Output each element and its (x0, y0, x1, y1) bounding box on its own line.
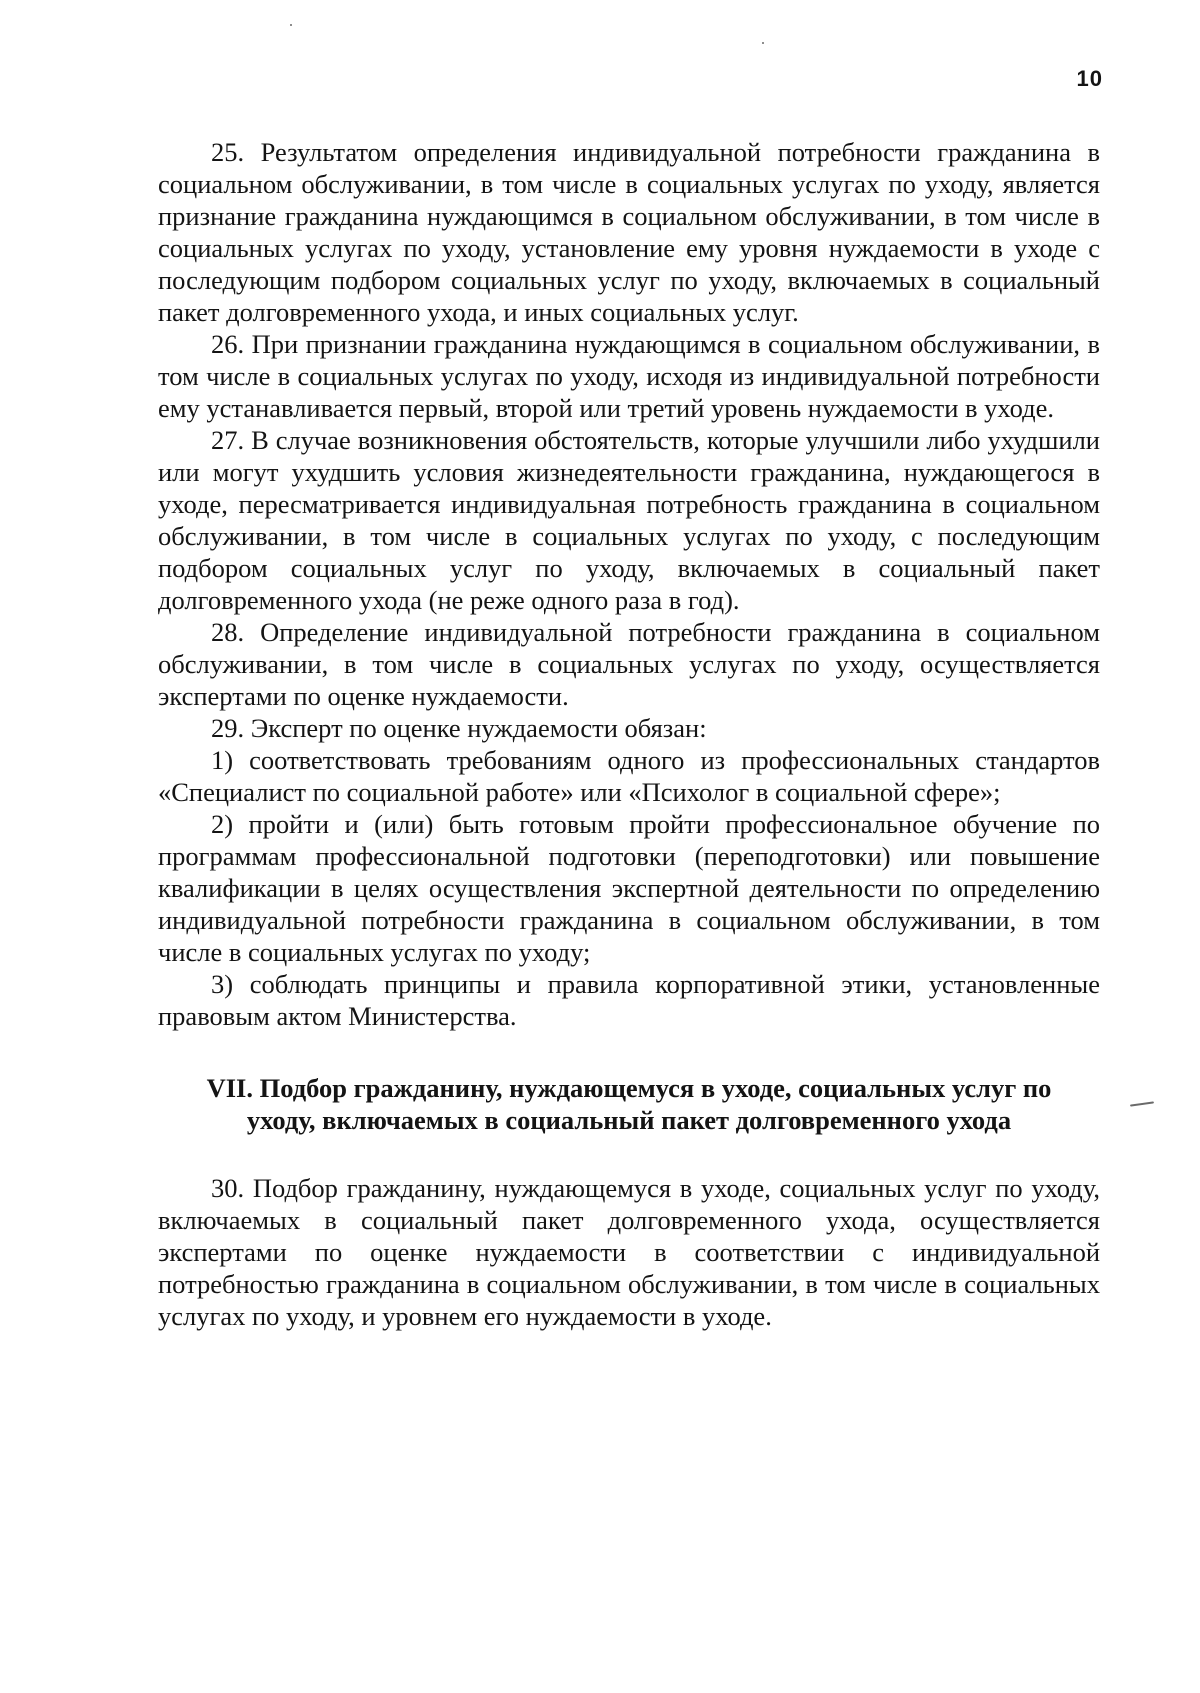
paragraph-29-item-1: 1) соответствовать требованиям одного из профессиональных стандартов «Специалист по социальной работе» или «Психолог в социальной сфере»; (158, 745, 1100, 807)
paragraph-25: 25. Результатом определения индивидуальной потребности гражданина в социальном обслуживании, в том числе в социальных услугах по уходу, является признание гражданина нуждающимся в социальном обслуживании, в том числе в социальных услугах по уходу, установление ему уровня нуждаемости в уходе с последующим подбором социальных услуг по уходу, включаемых в социальный пакет долговременного ухода, и иных социальных услуг. (158, 137, 1100, 327)
paragraph-27: 27. В случае возникновения обстоятельств, которые улучшили либо ухудшили или могут ухудшить условия жизнедеятельности гражданина, нуждающегося в уходе, пересматривается индивидуальная потребность гражданина в социальном обслуживании, в том числе в социальных услугах по уходу, с последующим подбором социальных услуг по уходу, включаемых в социальный пакет долговременного ухода (не реже одного раза в год). (158, 425, 1100, 615)
scan-speck (1130, 1101, 1154, 1106)
scan-speck (762, 42, 764, 44)
scan-speck (290, 24, 292, 26)
page-number: 10 (1076, 66, 1103, 91)
section-heading: VII. Подбор гражданину, нуждающемуся в уходе, социальных услуг по уходу, включаемых в социальный пакет долговременного ухода (206, 1073, 1052, 1135)
paragraph-29-item-3: 3) соблюдать принципы и правила корпоративной этики, установленные правовым актом Министерства. (158, 969, 1100, 1031)
paragraph-29: 29. Эксперт по оценке нуждаемости обязан: (211, 713, 707, 743)
paragraph-29-item-2: 2) пройти и (или) быть готовым пройти профессиональное обучение по программам профессиональной подготовки (переподготовки) или повышение квалификации в целях осуществления экспертной деятельности по определению индивидуальной потребности гражданина в социальном обслуживании, в том числе в социальных услугах по уходу; (158, 809, 1100, 967)
page-body (158, 136, 1100, 1332)
paragraph-26: 26. При признании гражданина нуждающимся в социальном обслуживании, в том числе в социальных услугах по уходу, исходя из индивидуальной потребности ему устанавливается первый, второй или третий уровень нуждаемости в уходе. (158, 329, 1100, 423)
paragraph-30: 30. Подбор гражданину, нуждающемуся в уходе, социальных услуг по уходу, включаемых в социальный пакет долговременного ухода, осуществляется экспертами по оценке нуждаемости в соответствии с индивидуальной потребностью гражданина в социальном обслуживании, в том числе в социальных услугах по уходу, и уровнем его нуждаемости в уходе. (158, 1173, 1100, 1331)
paragraph-28: 28. Определение индивидуальной потребности гражданина в социальном обслуживании, в том числе в социальных услугах по уходу, осуществляется экспертами по оценке нуждаемости. (158, 617, 1100, 711)
